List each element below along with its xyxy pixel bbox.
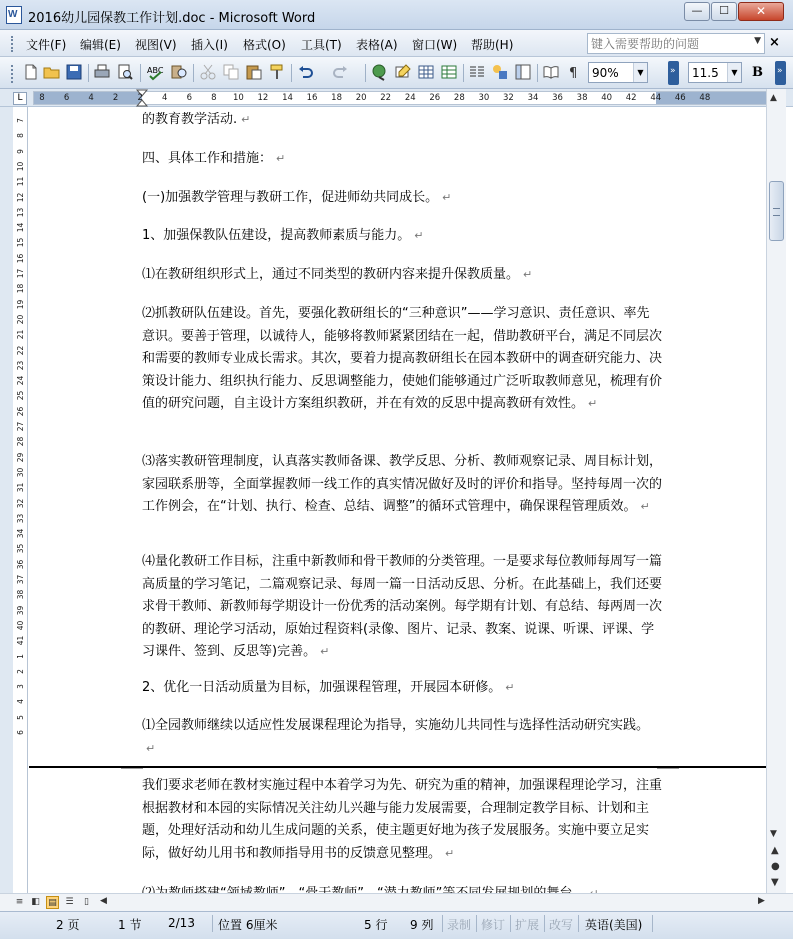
vertical-ruler-tick-label: 4 [16, 699, 25, 705]
insert-excel-icon[interactable] [440, 63, 458, 81]
svg-text:ABC: ABC [147, 66, 164, 75]
help-search-box[interactable] [587, 33, 765, 54]
document-paragraph[interactable] [142, 303, 662, 416]
menu-tools[interactable]: 工具(T) [301, 38, 342, 52]
status-line: 5 行 [364, 918, 388, 932]
menu-window[interactable]: 窗口(W) [412, 38, 458, 52]
status-page: 2 页 [56, 918, 80, 932]
research-icon[interactable] [170, 63, 188, 81]
web-layout-view-icon[interactable]: ◧ [31, 897, 40, 907]
font-size-combo[interactable] [688, 62, 742, 83]
chevron-down-icon[interactable]: ▼ [727, 63, 741, 82]
ruler-tick-label: 2 [112, 93, 119, 103]
vertical-ruler-tick-label: 27 [16, 421, 25, 432]
vertical-ruler-tick-label: 9 [16, 148, 25, 154]
status-separator [442, 915, 443, 932]
ruler-tick-label: 4 [88, 93, 94, 103]
ruler-tick-label: 6 [63, 93, 70, 103]
paragraph-mark-icon: ↵ [146, 741, 156, 755]
vertical-ruler-tick-label: 28 [16, 437, 25, 447]
scroll-down-icon[interactable]: ▼ [770, 829, 777, 839]
maximize-button[interactable] [711, 2, 737, 21]
document-paragraph[interactable] [142, 451, 662, 519]
close-window-button[interactable] [738, 2, 784, 21]
status-language[interactable]: 英语(美国) [585, 918, 643, 932]
menu-format[interactable]: 格式(O) [243, 38, 286, 52]
menu-view[interactable]: 视图(V) [135, 38, 177, 52]
paragraph-text: 的教育教学活动. [142, 112, 238, 127]
show-hide-icon[interactable] [566, 63, 584, 81]
copy-icon[interactable] [222, 63, 240, 81]
document-map-icon[interactable] [514, 63, 532, 81]
select-browse-object-icon[interactable]: ● [771, 861, 780, 872]
status-track-changes[interactable]: 修订 [481, 918, 506, 932]
toolbar-separator [365, 64, 366, 82]
close-icon: ✕ [755, 4, 767, 18]
vertical-ruler-tick-label: 24 [16, 375, 25, 386]
vertical-ruler-tick-label: 15 [16, 238, 25, 248]
document-paragraph[interactable] [142, 264, 662, 287]
vertical-ruler-tick-label: 25 [16, 391, 25, 401]
insert-table-icon[interactable] [417, 63, 435, 81]
menu-insert[interactable]: 插入(I) [191, 38, 228, 52]
vertical-ruler-tick-label: 35 [16, 544, 25, 554]
document-paragraph[interactable] [142, 109, 662, 132]
vertical-ruler-tick-label: 34 [16, 528, 25, 539]
status-separator [578, 915, 579, 932]
status-position: 位置 6厘米 [218, 918, 278, 932]
outline-view-icon[interactable]: ☰ [65, 897, 74, 907]
document-paragraph[interactable] [142, 187, 662, 210]
ruler-tick-label: 2 [137, 93, 143, 103]
status-separator [652, 915, 653, 932]
paragraph-text: 四、具体工作和措施： [142, 151, 273, 166]
status-extend[interactable]: 扩展 [515, 918, 540, 932]
chevron-down-icon[interactable]: ▼ [754, 36, 761, 46]
vertical-ruler-tick-label: 17 [16, 268, 25, 279]
chevron-down-icon[interactable]: ▼ [633, 63, 647, 82]
paragraph-text: ⑴全园教师继续以适应性发展课程理论为指导，实施幼儿共同性与选择性活动研究实践。 [142, 718, 650, 733]
paragraph-text: ⑵抓教研队伍建设。首先，要强化教研组长的“三种意识”——学习意识、责任意识、率先意识。要善于管理，以诚待人，能够将教师紧紧团结在一起，借助教研平台，满足不同层次和需要的教师专业成长需求。其次，要着力提高教研组长在园本教研中的调查研究能力、决策设计能力、组织执行能力、反思调整能力，使她们能够通过广泛听取教师意见，梳理有价值的研究问题，自主设计方案组织教研，并在有效的反思中提高教研有效性。 [142, 306, 663, 411]
paragraph-mark-icon: ↵ [320, 645, 330, 658]
document-area[interactable] [29, 107, 766, 893]
vertical-ruler-tick-label: 36 [16, 559, 25, 569]
menu-edit[interactable]: 编辑(E) [80, 38, 121, 52]
horizontal-scrollbar-row [0, 893, 793, 911]
close-document-button[interactable]: × [769, 35, 780, 50]
previous-page-icon[interactable]: ▲ [771, 845, 779, 856]
status-page-of: 2/13 [168, 916, 195, 930]
menu-table[interactable]: 表格(A) [356, 38, 398, 52]
ruler-tick-label: 42 [625, 93, 637, 103]
minimize-icon: — [691, 4, 703, 17]
paragraph-text: (一)加强教学管理与教研工作，促进师幼共同成长。 [142, 190, 439, 205]
drawing-icon[interactable] [491, 63, 509, 81]
ruler-tick-label: 18 [331, 93, 343, 103]
paste-icon[interactable] [245, 63, 263, 81]
vertical-ruler-tick-label: 41 [16, 635, 25, 646]
document-paragraph[interactable] [142, 775, 662, 865]
ruler-tick-label: 4 [162, 93, 168, 103]
minimize-button[interactable] [684, 2, 710, 21]
vertical-scrollbar[interactable] [766, 89, 786, 893]
vertical-ruler-tick-label: 12 [16, 192, 25, 202]
vertical-ruler-tick-label: 1 [16, 653, 25, 659]
left-gutter [0, 107, 13, 893]
ruler-tick-label: 30 [478, 93, 490, 103]
document-paragraph[interactable] [142, 677, 662, 700]
status-separator [544, 915, 545, 932]
paragraph-mark-icon: ↵ [505, 681, 515, 694]
paragraph-mark-icon: ↵ [241, 113, 251, 126]
horizontal-ruler[interactable] [33, 91, 766, 105]
spelling-icon[interactable] [146, 63, 164, 81]
print-icon[interactable] [93, 63, 111, 81]
title-bar [0, 0, 793, 30]
next-page-icon[interactable]: ▼ [771, 877, 779, 888]
read-icon[interactable] [542, 63, 560, 81]
document-paragraph[interactable] [142, 715, 662, 760]
paragraph-mark-icon: ↵ [588, 397, 598, 410]
scroll-up-icon[interactable]: ▲ [770, 93, 777, 103]
ruler-tick-label: 26 [429, 93, 441, 103]
ruler-tick-label: 14 [282, 93, 293, 103]
format-painter-icon[interactable] [268, 63, 286, 81]
tables-borders-icon[interactable] [394, 63, 412, 81]
vertical-ruler-tick-label: 14 [16, 222, 25, 233]
toolbar-separator [88, 64, 89, 82]
ruler-tick-label: 24 [404, 93, 416, 103]
paragraph-mark-icon: ↵ [442, 191, 452, 204]
status-separator [510, 915, 511, 932]
vertical-ruler-tick-label: 19 [16, 299, 25, 309]
vertical-ruler-tick-label: 8 [16, 133, 25, 139]
document-paragraph[interactable] [142, 148, 662, 171]
vertical-ruler-tick-label: 31 [16, 482, 25, 493]
zoom-combo[interactable] [588, 62, 648, 83]
vertical-ruler-tick-label: 39 [16, 605, 25, 615]
scroll-right-icon[interactable]: ▶ [758, 896, 765, 906]
hyperlink-icon[interactable] [371, 63, 389, 81]
vertical-ruler-tick-label: 30 [16, 467, 25, 478]
vertical-ruler-tick-label: 26 [16, 406, 25, 416]
toolbar-separator [463, 64, 464, 82]
vertical-ruler-tick-label: 18 [16, 284, 25, 294]
normal-view-icon[interactable]: ≡ [15, 897, 24, 907]
vertical-ruler-tick-label: 21 [16, 329, 25, 340]
toolbar-options-button[interactable] [775, 61, 786, 85]
scroll-thumb[interactable] [769, 181, 784, 241]
status-record[interactable]: 录制 [447, 918, 472, 932]
paragraph-text: ⑷量化教研工作目标，注重中新教师和骨干教师的分类管理。一是要求每位教师每周写一篇高质量的学习笔记，二篇观察记录、每周一篇一日活动反思、分析。在此基础上，我们还要求骨干教师、新教师每学期设计一份优秀的活动案例。每学期有计划、有总结、每两周一次的教研、理论学习活动，原始过程资料(录像、图片、记录、教案、说课、听课、评课、学习课件、签到、反思等)完善。 [142, 554, 663, 659]
ruler-tick-label: 12 [257, 93, 269, 103]
horizontal-scrollbar[interactable] [100, 894, 765, 911]
vertical-ruler-tick-label: 32 [16, 498, 25, 508]
toolbar-grip[interactable] [11, 65, 14, 83]
toolbar-separator [537, 64, 538, 82]
right-margin-shade [656, 92, 766, 104]
vertical-ruler-tick-label: 10 [16, 161, 25, 172]
ruler-tick-label: 28 [453, 93, 465, 103]
paragraph-mark-icon: ↵ [414, 229, 424, 242]
undo-icon[interactable] [297, 63, 315, 81]
vertical-ruler-tick-label: 16 [16, 253, 25, 263]
vertical-ruler-tick-label: 20 [16, 314, 25, 325]
window-title: 2016幼儿园保教工作计划.doc - Microsoft Word [28, 11, 316, 26]
bold-button[interactable]: B [752, 65, 763, 80]
vertical-ruler-tick-label: 3 [16, 684, 25, 689]
ruler-tick-label: 44 [650, 93, 662, 103]
toolbar-separator [140, 64, 141, 82]
status-section: 1 节 [118, 918, 142, 932]
vertical-ruler-tick-label: 7 [16, 118, 25, 123]
ruler-tick-label: 6 [186, 93, 193, 103]
paragraph-text: 我们要求老师在教材实施过程中本着学习为先、研究为重的精神，加强课程理论学习，注重根据教材和本园的实际情况关注幼儿兴趣与能力发展需要，合理制定教学目标、计划和主题，处理好活动和幼儿生成问题的关系，使主题更好地为孩子发展服务。实施中要立足实际，做好幼儿用书和教师指导用书的反馈意见整理。 [142, 778, 663, 861]
new-doc-icon[interactable] [22, 63, 40, 81]
maximize-icon: ☐ [719, 4, 729, 17]
ruler-tick-label: 38 [576, 93, 588, 103]
menu-help[interactable]: 帮助(H) [471, 38, 514, 52]
toolbar-options-button[interactable] [668, 61, 679, 85]
paragraph-text: 2、优化一日活动质量为目标，加强课程管理，开展园本研修。 [142, 680, 502, 695]
vertical-ruler-tick-label: 37 [16, 574, 25, 585]
status-overtype[interactable]: 改写 [549, 918, 574, 932]
ruler-tick-label: 34 [527, 93, 539, 103]
document-paragraph[interactable] [142, 551, 662, 664]
paragraph-mark-icon: ↵ [640, 500, 650, 513]
open-icon[interactable] [43, 63, 61, 81]
ruler-tick-label: 36 [552, 93, 563, 103]
tab-selector-button[interactable]: L [13, 92, 27, 105]
status-column: 9 列 [410, 918, 434, 932]
vertical-ruler-tick-label: 23 [16, 360, 25, 371]
ruler-tick-label: 8 [211, 93, 217, 103]
paragraph-mark-icon: ↵ [445, 846, 455, 860]
vertical-ruler-tick-label: 11 [16, 176, 25, 187]
print-layout-view-icon[interactable]: ▤ [46, 896, 59, 909]
vertical-ruler-tick-label: 38 [16, 590, 25, 600]
ruler-tick-label: 8 [39, 93, 45, 103]
save-icon[interactable] [65, 63, 83, 81]
reading-layout-view-icon[interactable]: ▯ [84, 897, 89, 907]
svg-text:¶: ¶ [569, 66, 578, 81]
paragraph-text: 1、加强保教队伍建设，提高教师素质与能力。 [142, 228, 411, 243]
redo-icon[interactable] [331, 63, 349, 81]
horizontal-ruler-row [0, 89, 793, 107]
standard-toolbar [0, 57, 793, 89]
ruler-tick-label: 16 [306, 93, 318, 103]
vertical-ruler-tick-label: 5 [16, 714, 25, 720]
print-preview-icon[interactable] [116, 63, 134, 81]
vertical-ruler[interactable] [13, 107, 28, 893]
ruler-tick-label: 32 [503, 93, 514, 103]
vertical-ruler-tick-label: 2 [16, 668, 25, 674]
status-bar [0, 911, 793, 939]
vertical-ruler-tick-label: 6 [16, 730, 25, 735]
vertical-ruler-tick-label: 29 [16, 452, 25, 462]
scroll-left-icon[interactable]: ◀ [100, 896, 107, 906]
vertical-ruler-tick-label: 40 [16, 620, 25, 631]
page-corner-mark [121, 768, 143, 778]
paragraph-mark-icon: ↵ [276, 152, 286, 165]
ruler-tick-label: 22 [380, 93, 392, 103]
ruler-tick-label: 48 [699, 93, 711, 103]
vertical-ruler-tick-label: 13 [16, 207, 25, 218]
status-separator [476, 915, 477, 932]
paragraph-mark-icon: ↵ [523, 268, 533, 281]
paragraph-text: ⑴在教研组织形式上，通过不同类型的教研内容来提升保教质量。 [142, 267, 520, 282]
menu-grip[interactable] [11, 36, 14, 52]
menu-file[interactable]: 文件(F) [26, 38, 67, 52]
menu-bar [0, 30, 793, 57]
ruler-tick-label: 10 [232, 93, 244, 103]
cut-icon[interactable] [199, 63, 217, 81]
document-paragraph[interactable] [142, 225, 662, 248]
status-separator [212, 915, 213, 932]
paragraph-text: ⑶落实教研管理制度，认真落实教师备课、教学反思、分析、教师观察记录、周目标计划，家园联系册等，全面掌握教师一线工作的真实情况做好及时的评价和指导。坚持每周一次的工作例会，在“计划、执行、检查、总结、调整”的循环式管理中，确保课程管理质效。 [142, 454, 663, 514]
columns-icon[interactable] [468, 63, 486, 81]
ruler-tick-label: 40 [601, 93, 613, 103]
toolbar-separator [193, 64, 194, 82]
help-search-input[interactable] [588, 34, 738, 53]
ruler-tick-label: 20 [355, 93, 367, 103]
vertical-ruler-tick-label: 33 [16, 513, 25, 524]
ruler-tick-label: 46 [674, 93, 686, 103]
toolbar-separator [291, 64, 292, 82]
vertical-ruler-tick-label: 22 [16, 345, 25, 355]
word-app-icon[interactable] [6, 6, 22, 24]
